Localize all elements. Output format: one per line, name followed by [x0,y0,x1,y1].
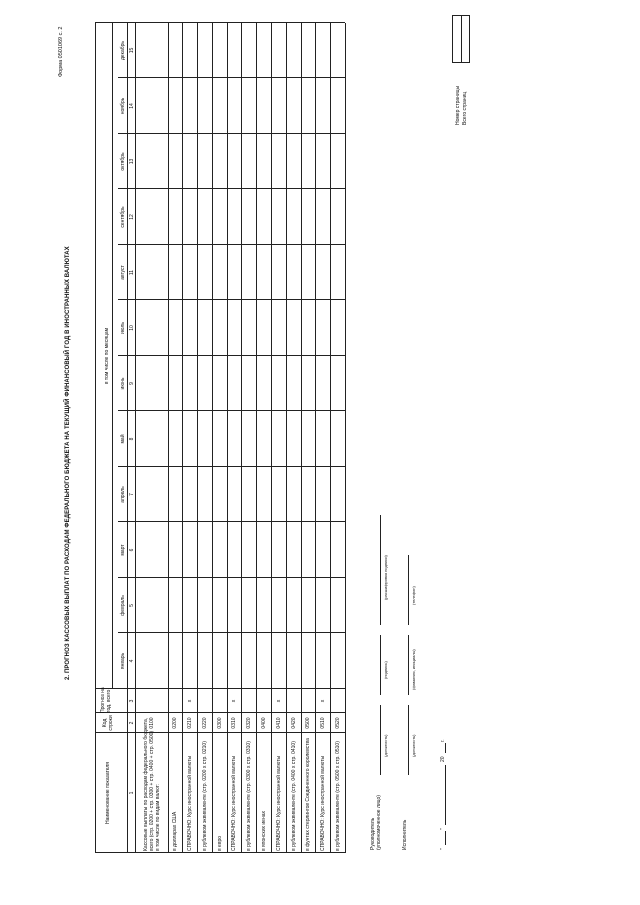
table-col-line [118,133,345,134]
exec-phone-caption: (телефон) [411,586,416,605]
col-code-header-2: строки [108,715,114,731]
table-col-line [118,188,345,189]
head-name-line [380,515,381,625]
column-number-10: 10 [129,325,135,331]
row-label: СПРАВОЧНО: Курс иностранной валюты [319,755,326,851]
column-number-1: 1 [129,791,135,795]
date-year-prefix: 20 [440,756,446,762]
table-row-line [168,23,169,853]
date-year-suffix: г. [440,739,446,742]
row-code: 0520 [334,717,341,729]
table-row-line [212,23,213,853]
col-forecast-header: Прогноз на [100,687,106,713]
column-number-15: 15 [129,47,135,54]
month-header-8: август [120,265,126,280]
head-signature-line [380,635,381,695]
table-col-line [118,466,345,467]
month-header-11: ноябрь [120,97,126,115]
row-label: в фунтах стерлингов Соединенного королевства [305,738,311,851]
table-row-line [330,23,331,853]
row-label: СПРАВОЧНО: Курс иностранной валюты [186,755,193,851]
form-code: Форма 0501069 с. 2 [58,26,64,77]
table-col-line [118,632,345,633]
row-code: 0100 [148,717,155,729]
page-number-label: Номер страницы [455,85,461,125]
month-header-4: апрель [120,486,126,503]
row-label: в евро [216,835,223,851]
row-not-applicable-mark: x [275,699,282,703]
col-name-header: Наименование показателя [105,762,111,824]
row-label: Кассовые выплаты по расходам федерального бюджета, [142,717,149,851]
table-row-line [227,23,228,853]
row-not-applicable-mark: x [231,699,237,703]
exec-position-line [408,705,409,775]
table-top-border [95,23,96,853]
executor-label: Исполнитель [402,819,408,850]
row-label: в том числе по видам валют: [154,783,161,851]
table-col-line [118,244,345,245]
date-day-line [445,831,446,845]
column-number-9: 9 [129,382,135,385]
column-number-13: 13 [129,158,135,165]
month-header-6: июнь [120,377,126,390]
months-group-header: в том числе по месяцам [104,327,110,385]
table-row-line [182,23,183,853]
row-code: 0410 [275,717,282,729]
table-col-line [118,77,345,78]
months-group-line [112,23,113,689]
row-code: 0420 [290,717,297,729]
row-label: СПРАВОЧНО: Курс иностранной валюты [275,755,282,851]
exec-name-caption: (фамилия, инициалы) [411,649,416,690]
table-col-line [118,521,345,522]
table-col-line [118,577,345,578]
month-header-7: июль [120,322,126,334]
table-bottom-border [345,23,346,853]
table-col-line [118,299,345,300]
month-header-3: март [120,544,126,556]
exec-name-line [408,635,409,695]
row-code: 0500 [305,717,311,729]
month-header-12: декабрь [120,40,126,61]
month-header-9: сентябрь [120,206,126,228]
exec-position-caption: (должность) [411,734,416,757]
table-row-line [197,23,198,853]
month-header-2: февраль [120,595,126,616]
total-pages-label: Всего страниц [462,91,468,125]
column-number-8: 8 [129,437,135,441]
head-name-caption: (расшифровка подписи) [383,555,388,600]
row-label: в рублевом эквиваленте (стр. 0200 х стр. 0210) [201,741,208,851]
column-number-line [127,23,128,853]
head-sublabel: (уполномоченное лицо) [376,795,382,850]
table-row-line [315,23,316,853]
row-label: в рублевом эквиваленте (стр. 0500 х стр. 0510) [334,741,341,851]
head-position-line [380,705,381,775]
date-quote-open: " [440,848,446,850]
column-number-3: 3 [129,699,135,703]
month-header-5: май [120,434,126,444]
row-label: всего (стр. 0200 + стр. 0300 + стр. 0400 + стр. 0500) [148,730,155,851]
col-code-header: Код [102,718,108,728]
row-label: СПРАВОЧНО: Курс иностранной валюты [231,755,237,851]
form-title: 2. ПРОГНОЗ КАССОВЫХ ВЫПЛАТ ПО РАСХОДАМ ФЕДЕРАЛЬНОГО БЮДЖЕТА НА ТЕКУЩИЙ ФИНАНСОВЫЙ ГОД В ИНОСТРАННЫХ ВАЛЮТАХ [65,246,71,680]
date-quote-close: " [440,828,446,830]
row-label: в рублевом эквиваленте (стр. 0400 х стр. 0410) [290,741,297,851]
row-code: 0300 [216,717,223,729]
column-number-14: 14 [129,103,135,109]
row-code: 0310 [231,717,237,729]
column-number-7: 7 [129,493,135,496]
column-number-5: 5 [129,604,135,607]
date-month-line [445,765,446,825]
month-header-10: октябрь [120,152,126,171]
column-number-11: 11 [129,269,135,276]
head-signature-caption: (подпись) [383,661,388,679]
exec-phone-line [408,555,409,625]
row-code: 0220 [201,717,208,729]
table-row-line [241,23,242,853]
head-label: Руководитель [370,817,376,850]
header-bottom-line [135,23,136,853]
table-row-line [286,23,287,853]
table-col-line [118,410,345,411]
table-row-line [301,23,302,853]
row-code: 0200 [172,717,178,729]
row-code: 0510 [319,717,326,729]
month-header-1: январь [120,652,126,670]
row-label: в рублевом эквиваленте (стр. 0300 х стр. 0310) [245,741,252,851]
head-position-caption: (должность) [383,734,388,757]
column-number-12: 12 [129,214,135,220]
row-label: в долларах США [172,811,178,851]
row-code: 0320 [245,717,252,729]
column-number-6: 6 [129,548,135,552]
col-forecast-header-2: год, всего [106,689,112,713]
table-col-line [118,355,345,356]
row-not-applicable-mark: x [319,699,326,703]
column-number-2: 2 [129,721,135,725]
table-row-line [271,23,272,853]
row-code: 0210 [186,717,193,729]
row-label: в японских иенах [260,811,267,851]
table-row-line [256,23,257,853]
row-not-applicable-mark: x [186,699,193,703]
column-number-4: 4 [129,659,135,663]
row-code: 0400 [260,717,267,729]
date-year-line [445,743,446,753]
